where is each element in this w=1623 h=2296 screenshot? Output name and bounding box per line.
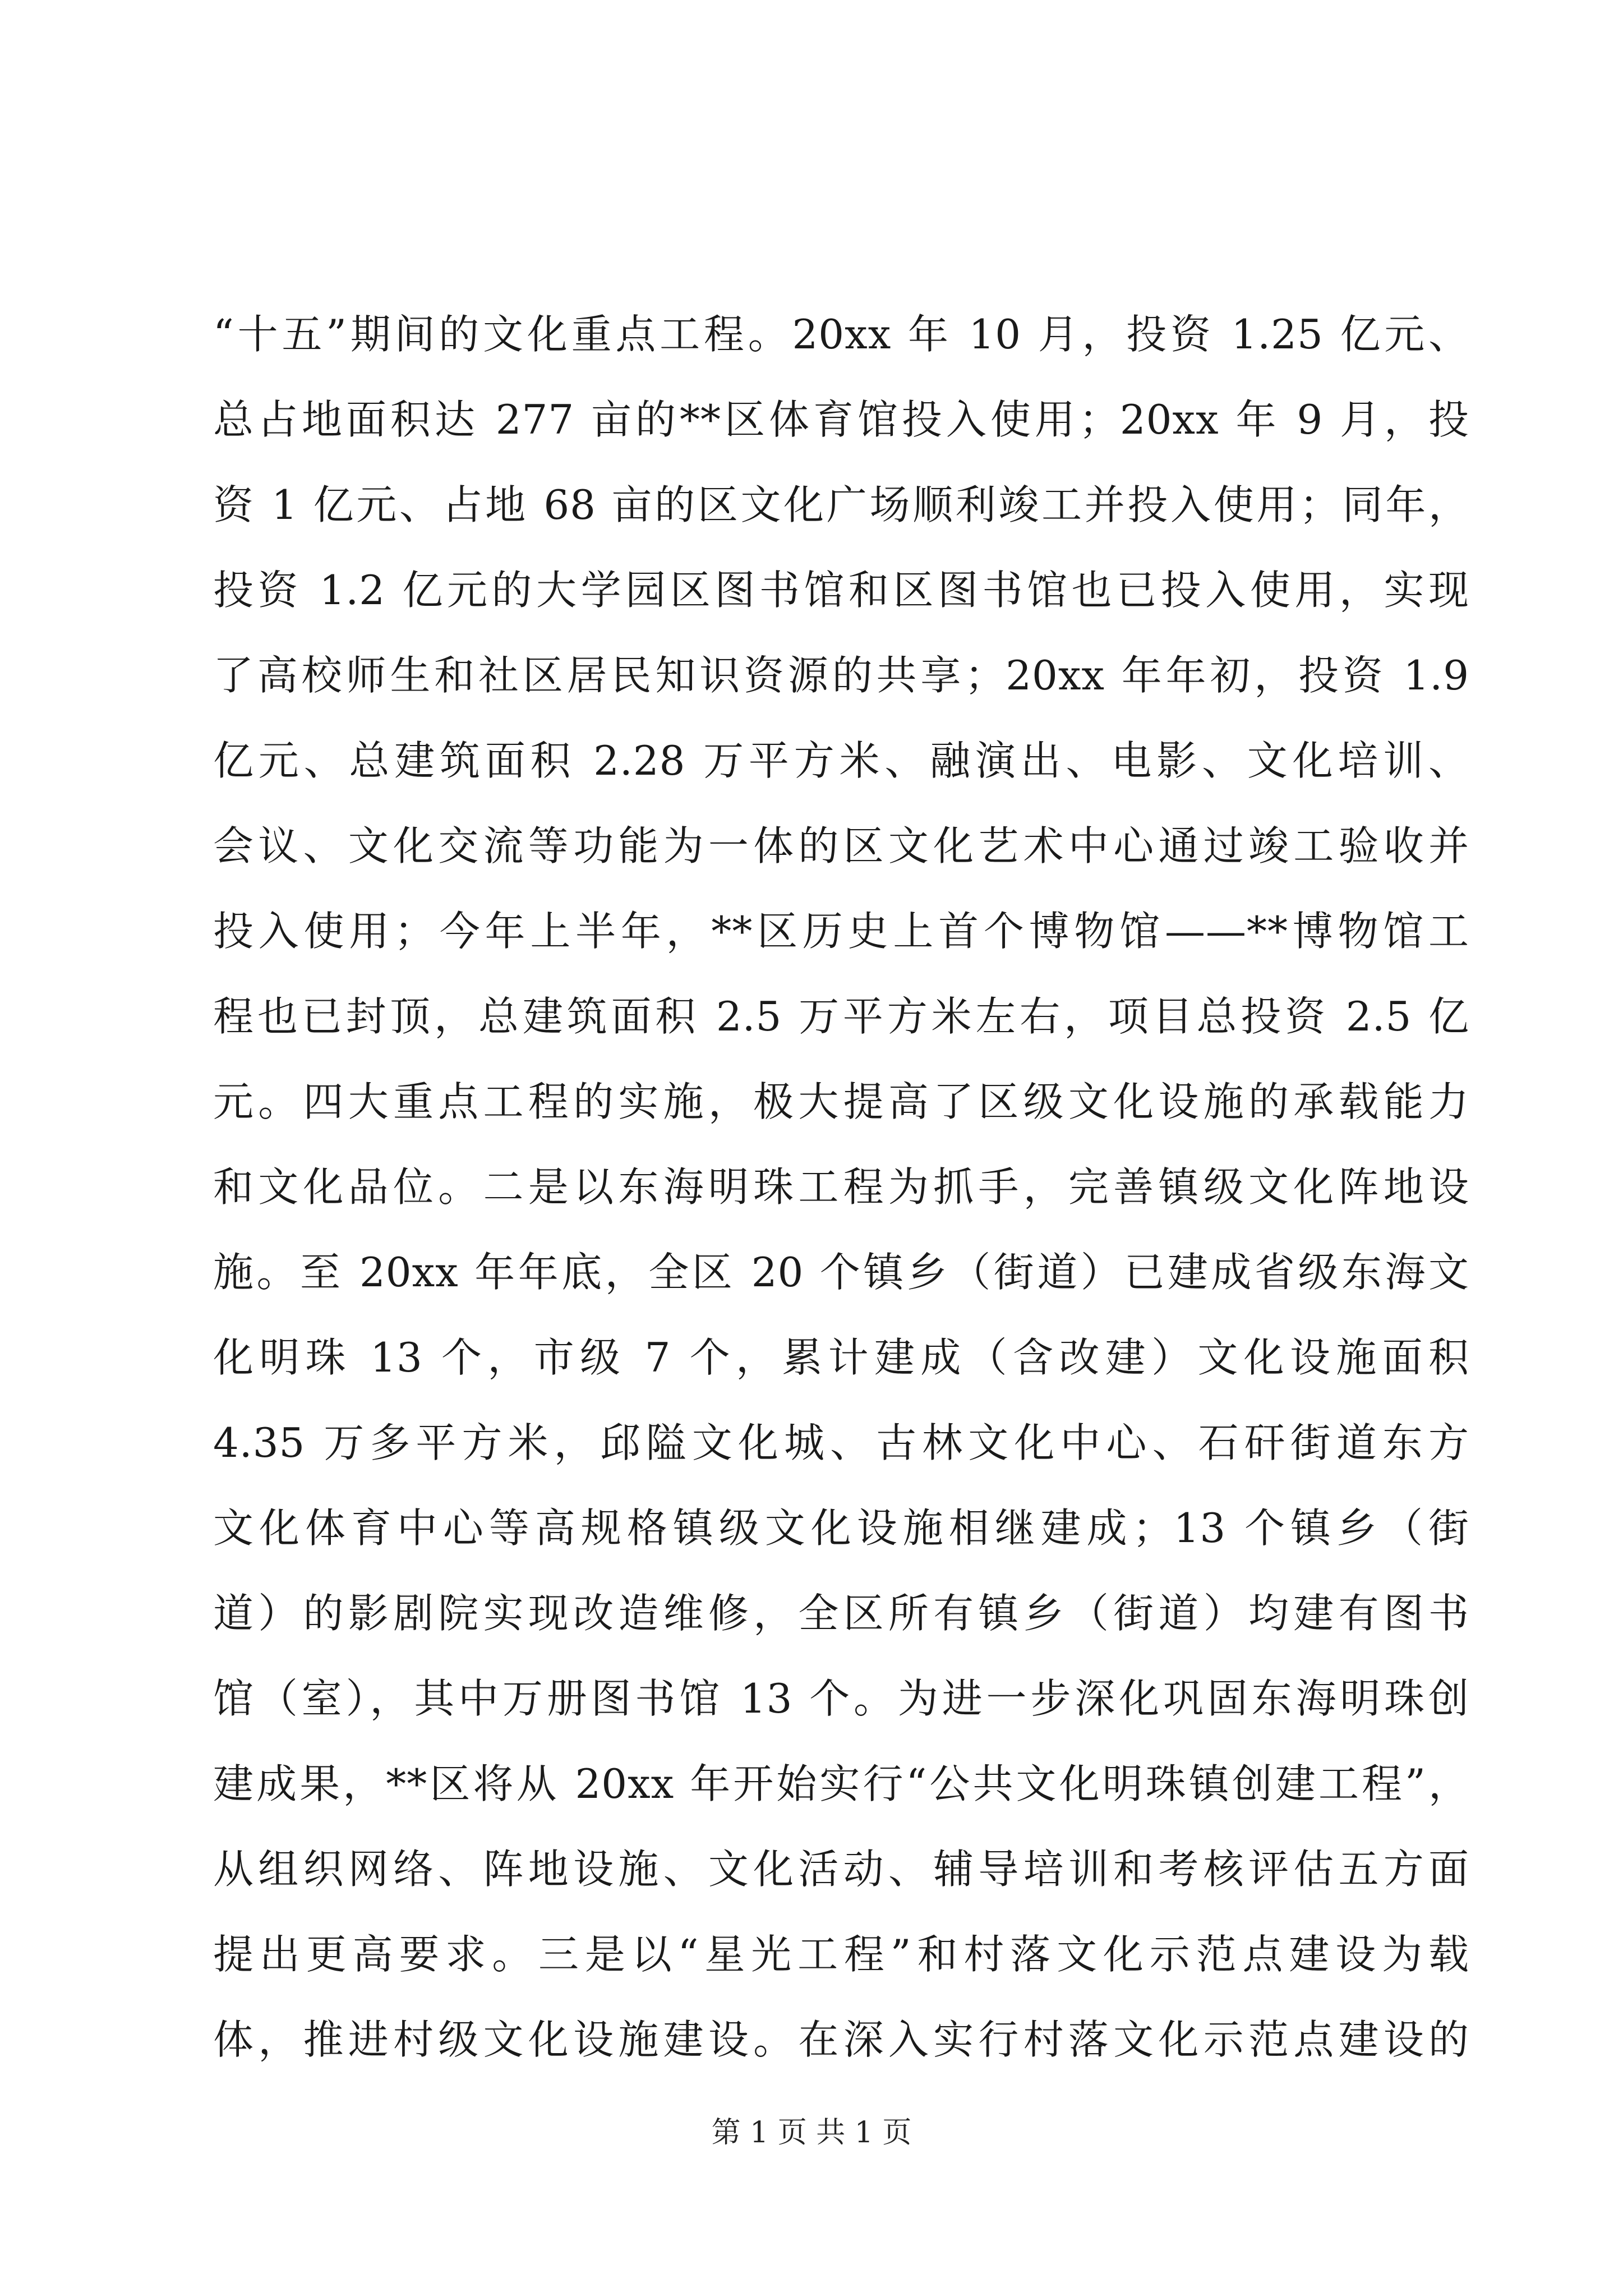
text-line: 4.35 万多平方米，邱隘文化城、古林文化中心、石矸街道东方: [213, 1419, 1469, 1466]
text-line: 文化体育中心等高规格镇级文化设施相继建成；13 个镇乡（街: [213, 1504, 1469, 1552]
text-line: 化明珠 13 个，市级 7 个，累计建成（含改建）文化设施面积: [213, 1334, 1469, 1381]
text-line: 建成果，**区将从 20xx 年开始实行“公共文化明珠镇创建工程”，: [213, 1760, 1469, 1807]
text-line: 提出更高要求。三是以“星光工程”和村落文化示范点建设为载: [213, 1931, 1469, 1978]
text-line: 元。四大重点工程的实施，极大提高了区级文化设施的承载能力: [213, 1078, 1469, 1125]
body-text: [213, 292, 1469, 2082]
text-line: 从组织网络、阵地设施、文化活动、辅导培训和考核评估五方面: [213, 1846, 1469, 1893]
text-line: 投资 1.2 亿元的大学园区图书馆和区图书馆也已投入使用，实现: [213, 567, 1469, 614]
text-line: 体，推进村级文化设施建设。在深入实行村落文化示范点建设的: [213, 2016, 1469, 2063]
text-line: 总占地面积达 277 亩的**区体育馆投入使用；20xx 年 9 月，投: [213, 396, 1469, 443]
text-line: 施。至 20xx 年年底，全区 20 个镇乡（街道）已建成省级东海文: [213, 1249, 1469, 1296]
page-number-label: 第 1 页 共 1 页: [711, 2116, 912, 2150]
text-line: 和文化品位。二是以东海明珠工程为抓手，完善镇级文化阵地设: [213, 1163, 1469, 1211]
text-line: 了高校师生和社区居民知识资源的共享；20xx 年年初，投资 1.9: [213, 652, 1469, 699]
text-line: 馆（室），其中万册图书馆 13 个。为进一步深化巩固东海明珠创: [213, 1675, 1469, 1722]
text-line: 亿元、总建筑面积 2.28 万平方米、融演出、电影、文化培训、: [213, 737, 1469, 784]
page-footer: [0, 2110, 1623, 2155]
text-line: 投入使用；今年上半年，**区历史上首个博物馆——**博物馆工: [213, 908, 1469, 955]
text-line: 会议、文化交流等功能为一体的区文化艺术中心通过竣工验收并: [213, 822, 1469, 869]
text-line: 道）的影剧院实现改造维修，全区所有镇乡（街道）均建有图书: [213, 1590, 1469, 1637]
text-line: 资 1 亿元、占地 68 亩的区文化广场顺利竣工并投入使用；同年，: [213, 481, 1469, 528]
text-line: 程也已封顶，总建筑面积 2.5 万平方米左右，项目总投资 2.5 亿: [213, 993, 1469, 1040]
text-line: “十五”期间的文化重点工程。20xx 年 10 月，投资 1.25 亿元、: [213, 311, 1469, 358]
